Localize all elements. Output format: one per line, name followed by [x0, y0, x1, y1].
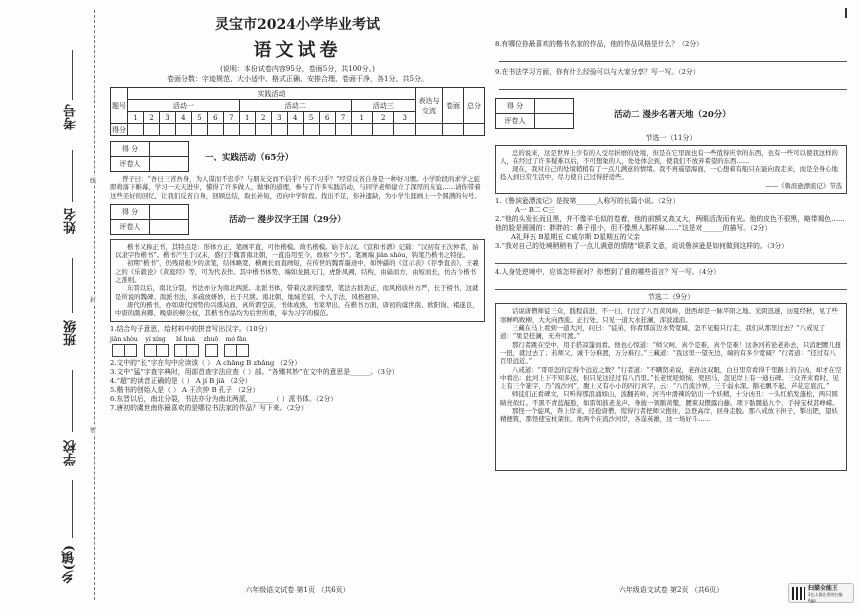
qnum: 6 — [207, 112, 223, 124]
score-cell[interactable] — [416, 124, 443, 136]
score-cell[interactable] — [335, 124, 351, 136]
pinyin-text: jiān shòu — [110, 335, 138, 343]
answer-line[interactable] — [499, 79, 847, 90]
qnum: 1 — [128, 112, 144, 124]
score-cell[interactable] — [351, 124, 372, 136]
passage-para: 楷书又称正书，其特点是：形体方正，笔画平直，可作楷模。故名楷模。始于东汉。《宣和书谱》记载：“汉初有王次仲者，始以隶字作楷书”。楷书产生于汉末，盛行于魏晋南北朝，一直沿用至今，故称“今书”。笔画端 jiān shòu，钩笔乃楷书之特征。 — [115, 242, 479, 260]
score-cell[interactable] — [223, 124, 239, 136]
question-2-3: 3.“我对自己的处境稍稍有了一点儿满意的情绪”联系文意，说说鲁滨逊是如何做到这样的。（3分） — [495, 241, 789, 250]
passage-box — [110, 239, 485, 322]
qr-icon — [792, 587, 805, 600]
score-cell[interactable] — [287, 124, 303, 136]
exam-note-2: 卷面分数：字迹规范、大小适中、格式正确、安排合理、卷面干净，各1分。共5分。 — [167, 74, 428, 83]
pinyin-text: mó fàn — [225, 335, 247, 343]
scorer-grader-cell[interactable] — [150, 157, 189, 172]
scorer-score-cell[interactable] — [535, 99, 574, 114]
passage-para: 唐代的楷书，亦如唐代国势的兴盛局面，真所谓空前，书体成熟，书家辈出，在楷书方面，唐初的虞世南、欧阳询、褚遂良，中唐的颜真卿、晚唐的柳公权，其楷书作品均为后世所重，奉为习字的模范。 — [115, 300, 479, 318]
score-cell[interactable] — [159, 124, 175, 136]
passage-para: 初期“楷书”，仍残留极少的隶笔，结体略宽，横画长而直画短，在传世的魏晋墨迹中，如钟繇的《宣示表》《荐季直表》，王羲之的《乐毅论》《黄庭经》等，可为代表作。其中楷书体势，端如龙跳天门，虎卧凤阙，结构，由扁而方，由短而长，仿古今楷书之准则。 — [115, 259, 479, 285]
char-box[interactable] — [156, 344, 169, 357]
score-cell[interactable] — [303, 124, 319, 136]
binding-label-class: 班级 — [64, 320, 79, 346]
selection-2-para: 那怪一个旋风，奔上岸来，径抢唐僧，慌得行者把师父抱住，急登高岸，回身走脱。那八戒放下担子，掣出钯，望妖精便筑，那怪使宝杖架住。他两个在流沙河岸，各逞英雄，这一场好斗…… — [500, 407, 838, 424]
qnum: 3 — [394, 112, 416, 124]
scanner-watermark — [788, 583, 854, 603]
passage-para: 东晋以后，南北分裂，书法亦分为南北两派。北派书体，带着汉隶的遗型，笔法古拙劲正，而风格质朴方严，长于榜书，这就是所说的魏碑。南派书法，多疏放妍妙，长于尺牍。南北朝，地域差别，个人手法，风格迥异。 — [115, 284, 479, 301]
question-2: 2.文中的“长”字在句中应读该（ ） A chāng B zhǎng （2分） — [110, 358, 302, 367]
question-2-1-options: A一 B二 C三 — [515, 205, 555, 214]
section-practice-title: 一、实践活动（65分） — [205, 152, 294, 163]
exam-number-line[interactable] — [72, 50, 74, 100]
scorer-score-label: 得 分 — [111, 204, 150, 219]
school-line[interactable] — [72, 370, 74, 432]
activity-2-title: 活动二 漫步名著天地（20分） — [614, 109, 731, 120]
binding-label-school: 学校 — [64, 440, 79, 466]
score-cell[interactable] — [372, 124, 393, 136]
table-head-number: 题号 — [111, 88, 128, 124]
table-head-practice: 实践活动 — [128, 88, 416, 100]
qnum: 1 — [239, 112, 255, 124]
qnum: 2 — [255, 112, 271, 124]
qnum: 7 — [223, 112, 239, 124]
score-cell[interactable] — [271, 124, 287, 136]
selection-1-para: 总的说来，这是世界上少有的人受尽折磨的处境，但是在它里面也有一些值得庆幸的东西，也有一些可以使我这样的人，在经过了许多疑难以后，不可想象的人，处处体会到，使我们不放弃希望的东西…… — [500, 148, 838, 165]
score-cell[interactable] — [207, 124, 223, 136]
question-2-2-options: A礼拜五 B星期五 C威尔斯 D星期五的父亲 — [511, 232, 640, 241]
pinyin-text: bǐ huà — [176, 335, 196, 343]
score-cell[interactable] — [175, 124, 191, 136]
selection-2-para: 话说唐僧师徒三众，践程前进，不一日，行过了八百黄风岭，进西却是一脉平阳之地。光阴迅速，历夏经秋，见了些寒蝉鸣败柳，大火向西流。正行处，只见一道大水狂澜，浑波涌浪。 — [500, 307, 838, 324]
score-table — [110, 87, 485, 136]
char-box[interactable] — [124, 344, 137, 357]
scorer-grader-cell[interactable] — [535, 114, 574, 129]
qnum: 1 — [351, 112, 372, 124]
question-9: 9.在书法学习方面，你有什么经验可以与大家分享？写一写。（2分） — [495, 68, 700, 76]
class-line[interactable] — [72, 258, 74, 313]
score-cell[interactable] — [443, 124, 464, 136]
town-line[interactable] — [72, 480, 74, 538]
question-1: 1.结合句子意思，给材料中的拼音写出汉字。（10分） — [110, 324, 272, 333]
score-cell[interactable] — [191, 124, 207, 136]
name-line[interactable] — [72, 150, 74, 202]
scorer-grader-label: 评卷人 — [496, 114, 535, 129]
score-cell[interactable] — [143, 124, 159, 136]
char-box[interactable] — [186, 344, 199, 357]
selection-2-para: 那行者跳在空中，用手搭凉篷而看。他也心惊道：“师父呵，真个是难，真个是难！这条河若论老孙去，只消把腰儿扭一扭，就过去了；若师父，诚千分难渡，万分难行。”三藏道：“我这里一望无边，端的有多少宽阔？”行者道：“径过有八百里远近。” — [500, 340, 842, 366]
table-head-act1: 活动一 — [128, 100, 240, 112]
pinyin-item — [204, 336, 219, 357]
scorer-box-1 — [110, 141, 189, 172]
question-2-4: 4.人身处逆境中，应该怎样面对？你想到了谁的哪些语言？写一写。（4分） — [495, 267, 720, 276]
question-6: 6.东晋以后，南北分裂，书法亦分为南北两派，______（ ）派书体。（2分） — [110, 394, 338, 403]
pinyin-text: yí xíng — [145, 335, 166, 343]
answer-line[interactable] — [499, 51, 847, 62]
question-5: 5.楷书的创始人是（ ） A 王次仲 B 孔子 （2分） — [110, 385, 260, 394]
pinyin-item — [144, 336, 168, 357]
qnum: 2 — [143, 112, 159, 124]
exam-subject: 语文试卷 — [253, 40, 342, 61]
activity-1-title: 活动一 漫步汉字王国（29分） — [229, 215, 346, 226]
scorer-grader-label: 评卷人 — [111, 219, 150, 234]
table-row-score-label: 得分 — [112, 125, 126, 134]
table-head-act3: 活动三 — [351, 100, 415, 112]
corner-mark — [839, 8, 847, 18]
selection-2-box — [495, 303, 847, 471]
question-4: 4.“超”的读音正确的是（ ） A jí B jiā （2分） — [110, 376, 252, 385]
page-footer-2: 六年级语文试卷 第2页 （共6页） — [618, 586, 724, 594]
question-3: 3.文中“猛”字查字典时，用部首查字法应查（ ）部。“各臻其妙”在文中的意思是______。（3分） — [110, 367, 399, 376]
qnum: 7 — [335, 112, 351, 124]
scorer-score-label: 得 分 — [496, 99, 535, 114]
selection-1-box — [495, 145, 847, 194]
selection-2-para: 八戒道：“哥哥怎的定得个远近之数？”行者道：“不瞒贤弟说，老孙这双眼，白日里常看得千里路上的吉凶，却才在空中看出：此河上下不知多远，但只见这径过有八百里。”长老忧嗟烦恼，兜回马，忽见岸上有一通石碑。三众齐来看时，见上有三个篆字，乃“流沙河”，腹上又有小小的四行真字，云：“八百流沙界，三千弱水深。鹅毛飘不起，芦花定底沉。” — [500, 365, 842, 391]
table-head-total: 总分 — [464, 88, 485, 124]
qnum: 2 — [372, 112, 393, 124]
qnum: 5 — [191, 112, 207, 124]
binding-strip — [0, 0, 105, 609]
qnum: 5 — [303, 112, 319, 124]
score-cell[interactable] — [239, 124, 255, 136]
pinyin-item — [224, 336, 248, 357]
scorer-box-2 — [110, 204, 189, 235]
binding-label-name: 姓名 — [64, 208, 79, 234]
score-cell[interactable] — [255, 124, 271, 136]
question-2-2: 2.“他的头发长而且黑，并不像羊毛似的卷着，他的前额又高又大，两眼活泼而有光。他的皮色不很黑，略带褐色……他的脸是圆圆的：胖胖的：鼻子很小，但不像黑人那样扁……”这是对______的描写。（2分） — [495, 214, 845, 232]
exam-page-2 — [495, 14, 847, 595]
qnum: 3 — [159, 112, 175, 124]
practice-intro: 曾子曰：“吾日三省吾身，为人谋而不忠乎？与朋友交而不信乎？传不习乎？”经常反省自身是一种好习惯。小学阶段的求学之旅即将落下帷幕，学习一天天进步，懂得了许多做人、做事的道理，参与了许多实践活动，与同学老师建立了深厚的友谊……请你带着这些美好的回忆，让我们反省自身，回顾总结，取长补短，迈向中学阶段。找出不足，你补遗缺，为小学生涯画上一个圆满的句号。 — [110, 175, 481, 200]
pinyin-item — [174, 336, 198, 357]
char-box[interactable] — [236, 344, 249, 357]
qnum: 6 — [319, 112, 335, 124]
question-8: 8.有哪位你最喜欢的楷书名家的作品，他的作品风格是什么？（2分） — [495, 40, 703, 48]
score-cell[interactable] — [464, 124, 485, 136]
scorer-score-label: 得 分 — [111, 142, 150, 157]
pinyin-text: zhuō — [203, 335, 219, 343]
score-cell[interactable] — [319, 124, 335, 136]
question-7: 7.唐初的虞世南你最喜欢的是哪位书法家的作品？写下来。（2分） — [110, 403, 308, 412]
selection-2-para: 师徒们正看碑文，只听得那浪涌如山，波翻若岭，河当中滑辣的钻出一个妖精，十分凶丑：一头红焰发蓬松，两只圆睛亮似灯。不黑不青蓝靛脸，如雷如鼓老龙声。身披一领鹅黄氅，腰束双攒露白藤。项下骷髅悬九个，手持宝杖甚峥嵘。 — [500, 390, 839, 407]
score-cell[interactable] — [394, 124, 416, 136]
binding-dashed-line — [94, 10, 95, 600]
char-box[interactable] — [205, 344, 218, 357]
selection-2-title: 节选二（9分） — [647, 292, 695, 301]
watermark-line-1: 扫描全能王 — [807, 585, 838, 592]
table-head-paper: 卷面 — [443, 88, 464, 124]
scorer-score-cell[interactable] — [150, 142, 189, 157]
exam-title: 灵宝市2024小学毕业考试 — [215, 17, 380, 33]
selection-2-para: 三藏在马上看到一道大河，问曰：“徒弟，你看那前边水势宽阔，怎不见船只行走，我们从那里过去？”八戒见了道：“果是狂澜，无舟可渡。” — [500, 324, 826, 341]
binding-label-town: 乡(镇) — [62, 545, 77, 584]
score-cell[interactable] — [128, 124, 144, 136]
pinyin-item — [110, 336, 138, 357]
question-2-1: 1.《鲁滨逊漂流记》是按第______人称写的长篇小说。（2分） — [495, 196, 680, 205]
exam-page-1 — [110, 14, 485, 595]
binding-mark-feng: 封 — [90, 297, 97, 304]
exam-note-1: (说明：本份试卷内容95分，卷面5分，共100分。) — [220, 65, 375, 73]
binding-mark-mi: 密 — [90, 427, 97, 434]
answer-line[interactable] — [495, 253, 847, 264]
qnum: 4 — [287, 112, 303, 124]
selection-1-title: 节选一（11分） — [645, 134, 697, 142]
selection-1-source: ——《鲁滨逊漂流记》节选 — [765, 181, 842, 190]
watermark-line-2: 3亿人都在用的扫描App — [807, 592, 843, 603]
selection-1-para: 现在，我对自己的处境稍稍有了一点儿满意的情绪。我不再遥望海面，一心想着有船只在能向我走来，而是全身心地投入到日常生活中，尽力使自己过得舒适些。 — [500, 165, 838, 182]
scorer-score-cell[interactable] — [150, 204, 189, 219]
pinyin-grid — [110, 336, 485, 357]
table-head-express: 表达与交流 — [416, 88, 443, 124]
scorer-grader-label: 评卷人 — [111, 157, 150, 172]
qnum: 3 — [271, 112, 287, 124]
binding-mark-xian: 线 — [90, 178, 97, 185]
page-footer-1: 六年级语文试卷 第1页 （共6页） — [245, 586, 350, 594]
answer-line[interactable] — [495, 279, 847, 290]
scorer-grader-cell[interactable] — [150, 219, 189, 234]
scorer-box-3 — [495, 98, 574, 129]
binding-label-exam-number: 考号 — [64, 104, 79, 130]
qnum: 4 — [175, 112, 191, 124]
table-head-act2: 活动二 — [239, 100, 351, 112]
